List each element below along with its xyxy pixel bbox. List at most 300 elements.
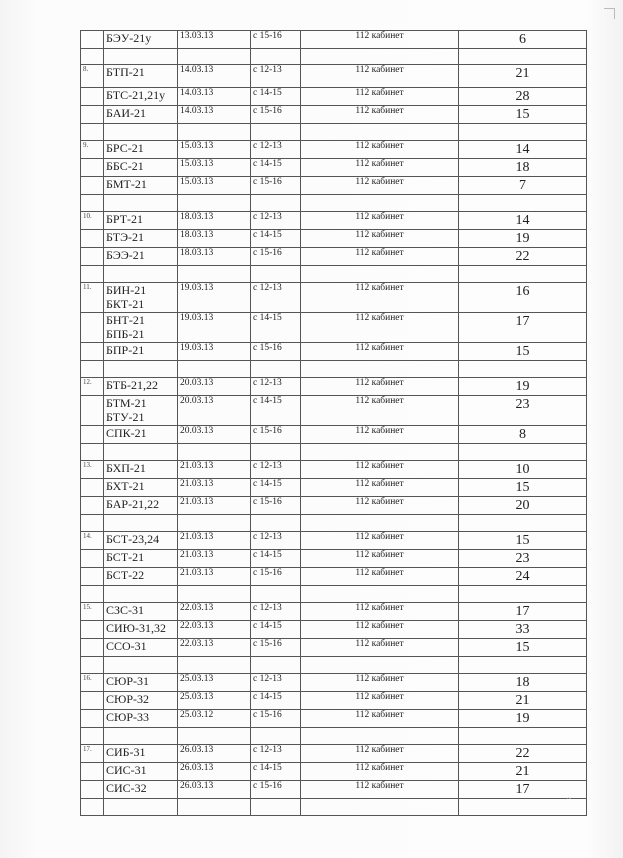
- table-row: [81, 479, 587, 497]
- exam-room: 112 кабинет: [301, 763, 459, 781]
- empty-cell: [178, 444, 251, 461]
- spacer-row: [81, 799, 587, 816]
- student-count: 18: [459, 159, 587, 177]
- student-count: 22: [459, 248, 587, 266]
- row-number: [81, 497, 104, 515]
- empty-cell: [104, 266, 178, 283]
- student-count: 21: [459, 763, 587, 781]
- student-count: 17: [459, 603, 587, 621]
- exam-date: 26.03.13: [178, 763, 251, 781]
- exam-room: 112 кабинет: [301, 532, 459, 550]
- empty-cell: [301, 657, 459, 674]
- table-row: [81, 674, 587, 692]
- exam-time: с 15-16: [251, 343, 301, 361]
- student-count: 15: [459, 343, 587, 361]
- empty-cell: [81, 124, 104, 141]
- empty-cell: [459, 266, 587, 283]
- empty-cell: [301, 361, 459, 378]
- group-line: БРТ-21: [106, 212, 144, 226]
- table-row: [81, 343, 587, 361]
- empty-cell: [459, 728, 587, 745]
- empty-cell: [81, 444, 104, 461]
- empty-cell: [251, 728, 301, 745]
- row-number: [81, 248, 104, 266]
- empty-cell: [301, 266, 459, 283]
- empty-cell: [459, 586, 587, 603]
- exam-time: с 15-16: [251, 426, 301, 444]
- exam-date: 18.03.13: [178, 248, 251, 266]
- empty-cell: [251, 515, 301, 532]
- exam-time: с 15-16: [251, 710, 301, 728]
- exam-date: 25.03.13: [178, 674, 251, 692]
- group-name: [104, 532, 178, 550]
- row-number: 12.: [81, 378, 104, 396]
- row-number: [81, 692, 104, 710]
- exam-time: с 12-13: [251, 65, 301, 88]
- row-number: [81, 781, 104, 799]
- exam-date: 20.03.13: [178, 396, 251, 426]
- empty-cell: [178, 799, 251, 816]
- group-line: СИЮ-31,32: [106, 621, 166, 635]
- exam-date: 22.03.13: [178, 621, 251, 639]
- group-line: СПК-21: [106, 426, 147, 440]
- empty-cell: [104, 515, 178, 532]
- table-row: [81, 88, 587, 106]
- empty-cell: [104, 586, 178, 603]
- empty-cell: [251, 361, 301, 378]
- exam-time: с 15-16: [251, 248, 301, 266]
- exam-time: с 12-13: [251, 378, 301, 396]
- exam-room: 112 кабинет: [301, 177, 459, 195]
- group-line: СЮР-33: [106, 710, 150, 724]
- table-row: [81, 31, 587, 49]
- student-count: 15: [459, 532, 587, 550]
- table-row: [81, 621, 587, 639]
- student-count: 21: [459, 65, 587, 88]
- exam-time: с 14-15: [251, 763, 301, 781]
- exam-time: с 14-15: [251, 550, 301, 568]
- exam-date: 21.03.13: [178, 568, 251, 586]
- student-count: 23: [459, 396, 587, 426]
- group-name: [104, 550, 178, 568]
- spacer-row: [81, 266, 587, 283]
- empty-cell: [459, 195, 587, 212]
- exam-room: 112 кабинет: [301, 159, 459, 177]
- row-number: [81, 31, 104, 49]
- empty-cell: [178, 361, 251, 378]
- group-name: [104, 396, 178, 426]
- empty-cell: [301, 195, 459, 212]
- empty-cell: [81, 49, 104, 65]
- exam-room: 112 кабинет: [301, 106, 459, 124]
- exam-time: с 14-15: [251, 159, 301, 177]
- empty-cell: [81, 266, 104, 283]
- group-name: [104, 763, 178, 781]
- exam-date: 20.03.13: [178, 426, 251, 444]
- group-line: ББС-21: [106, 159, 144, 173]
- table-row: [81, 532, 587, 550]
- spacer-row: [81, 586, 587, 603]
- group-name: [104, 639, 178, 657]
- group-line: СЗС-31: [106, 603, 145, 617]
- group-line: БРС-21: [106, 141, 144, 155]
- group-line: БТМ-21: [106, 396, 147, 410]
- group-line: БАИ-21: [106, 106, 147, 120]
- student-count: 17: [459, 313, 587, 343]
- group-line: БМТ-21: [106, 177, 147, 191]
- student-count: 19: [459, 710, 587, 728]
- group-line: БНТ-21: [106, 313, 145, 327]
- exam-date: 18.03.13: [178, 230, 251, 248]
- table-row: [81, 710, 587, 728]
- empty-cell: [178, 49, 251, 65]
- row-number: [81, 479, 104, 497]
- exam-date: 21.03.13: [178, 550, 251, 568]
- exam-room: 112 кабинет: [301, 674, 459, 692]
- group-name: [104, 141, 178, 159]
- group-line: СИС-31: [106, 763, 147, 777]
- empty-cell: [178, 195, 251, 212]
- group-name: [104, 568, 178, 586]
- table-row: [81, 159, 587, 177]
- group-name: [104, 88, 178, 106]
- empty-cell: [459, 515, 587, 532]
- row-number: [81, 396, 104, 426]
- student-count: 6: [459, 31, 587, 49]
- table-row: [81, 639, 587, 657]
- student-count: 23: [459, 550, 587, 568]
- exam-date: 25.03.13: [178, 692, 251, 710]
- exam-time: с 14-15: [251, 692, 301, 710]
- exam-date: 15.03.13: [178, 159, 251, 177]
- exam-time: с 14-15: [251, 396, 301, 426]
- exam-room: 112 кабинет: [301, 461, 459, 479]
- group-name: [104, 159, 178, 177]
- empty-cell: [251, 49, 301, 65]
- exam-date: 18.03.13: [178, 212, 251, 230]
- exam-room: 112 кабинет: [301, 568, 459, 586]
- exam-time: с 12-13: [251, 212, 301, 230]
- row-number: [81, 763, 104, 781]
- row-number: 11.: [81, 283, 104, 313]
- student-count: 14: [459, 141, 587, 159]
- empty-cell: [251, 195, 301, 212]
- group-name: [104, 230, 178, 248]
- exam-time: с 14-15: [251, 621, 301, 639]
- exam-date: 14.03.13: [178, 106, 251, 124]
- empty-cell: [459, 444, 587, 461]
- empty-cell: [459, 124, 587, 141]
- group-line: БТБ-21,22: [106, 378, 158, 392]
- empty-cell: [178, 728, 251, 745]
- group-line: БСТ-21: [106, 550, 145, 564]
- exam-room: 112 кабинет: [301, 88, 459, 106]
- row-number: [81, 177, 104, 195]
- table-row: [81, 745, 587, 763]
- exam-date: 19.03.13: [178, 283, 251, 313]
- table-row: [81, 212, 587, 230]
- exam-room: 112 кабинет: [301, 710, 459, 728]
- empty-cell: [178, 515, 251, 532]
- empty-cell: [301, 515, 459, 532]
- exam-date: 21.03.13: [178, 532, 251, 550]
- spacer-row: [81, 444, 587, 461]
- student-count: 19: [459, 230, 587, 248]
- student-count: 17: [459, 781, 587, 799]
- table-row: [81, 568, 587, 586]
- row-number: [81, 106, 104, 124]
- exam-room: 112 кабинет: [301, 603, 459, 621]
- exam-time: с 15-16: [251, 31, 301, 49]
- group-line: СЮР-32: [106, 692, 150, 706]
- student-count: 15: [459, 106, 587, 124]
- empty-cell: [104, 195, 178, 212]
- exam-room: 112 кабинет: [301, 313, 459, 343]
- exam-time: с 14-15: [251, 88, 301, 106]
- exam-room: 112 кабинет: [301, 426, 459, 444]
- spacer-row: [81, 124, 587, 141]
- exam-room: 112 кабинет: [301, 621, 459, 639]
- group-line: БХП-21: [106, 461, 146, 475]
- student-count: 14: [459, 212, 587, 230]
- exam-time: с 15-16: [251, 177, 301, 195]
- group-name: [104, 378, 178, 396]
- exam-date: 13.03.13: [178, 31, 251, 49]
- exam-date: 19.03.13: [178, 313, 251, 343]
- exam-date: 20.03.13: [178, 378, 251, 396]
- student-count: 10: [459, 461, 587, 479]
- row-number: [81, 159, 104, 177]
- table-row: [81, 248, 587, 266]
- student-count: 8: [459, 426, 587, 444]
- empty-cell: [178, 657, 251, 674]
- row-number: 17.: [81, 745, 104, 763]
- row-number: 9.: [81, 141, 104, 159]
- group-name: [104, 497, 178, 515]
- group-name: [104, 177, 178, 195]
- exam-room: 112 кабинет: [301, 248, 459, 266]
- student-count: 28: [459, 88, 587, 106]
- group-line: БПБ-21: [106, 327, 145, 341]
- row-number: 14.: [81, 532, 104, 550]
- table-row: [81, 177, 587, 195]
- table-row: [81, 378, 587, 396]
- exam-room: 112 кабинет: [301, 343, 459, 361]
- exam-room: 112 кабинет: [301, 692, 459, 710]
- exam-time: с 12-13: [251, 461, 301, 479]
- exam-room: 112 кабинет: [301, 31, 459, 49]
- table-row: [81, 692, 587, 710]
- empty-cell: [178, 586, 251, 603]
- exam-date: 19.03.13: [178, 343, 251, 361]
- group-name: [104, 212, 178, 230]
- exam-time: с 12-13: [251, 603, 301, 621]
- row-number: [81, 426, 104, 444]
- exam-time: с 12-13: [251, 283, 301, 313]
- spacer-row: [81, 515, 587, 532]
- exam-date: 26.03.13: [178, 745, 251, 763]
- schedule-table: [80, 30, 587, 816]
- exam-room: 112 кабинет: [301, 639, 459, 657]
- empty-cell: [301, 728, 459, 745]
- exam-room: 112 кабинет: [301, 781, 459, 799]
- table-row: [81, 461, 587, 479]
- exam-date: 22.03.13: [178, 603, 251, 621]
- group-line: ССО-31: [106, 639, 147, 653]
- page-corner-mark: [604, 8, 615, 19]
- group-line: БПР-21: [106, 343, 145, 357]
- exam-room: 112 кабинет: [301, 65, 459, 88]
- exam-time: с 15-16: [251, 497, 301, 515]
- student-count: 19: [459, 378, 587, 396]
- table-row: [81, 283, 587, 313]
- empty-cell: [104, 361, 178, 378]
- empty-cell: [104, 124, 178, 141]
- student-count: 24: [459, 568, 587, 586]
- empty-cell: [459, 361, 587, 378]
- group-line: БТУ-21: [106, 410, 145, 424]
- student-count: 20: [459, 497, 587, 515]
- group-name: [104, 283, 178, 313]
- empty-cell: [178, 266, 251, 283]
- student-count: 33: [459, 621, 587, 639]
- group-name: [104, 692, 178, 710]
- student-count: 18: [459, 674, 587, 692]
- table-row: [81, 781, 587, 799]
- empty-cell: [81, 728, 104, 745]
- group-line: БКТ-21: [106, 297, 145, 311]
- table-row: [81, 230, 587, 248]
- exam-date: 14.03.13: [178, 88, 251, 106]
- group-line: БЭЭ-21: [106, 248, 145, 262]
- row-number: [81, 639, 104, 657]
- student-count: 7: [459, 177, 587, 195]
- group-name: [104, 106, 178, 124]
- empty-cell: [251, 124, 301, 141]
- exam-room: 112 кабинет: [301, 212, 459, 230]
- group-line: БИН-21: [106, 283, 147, 297]
- exam-time: с 15-16: [251, 639, 301, 657]
- exam-room: 112 кабинет: [301, 396, 459, 426]
- empty-cell: [104, 799, 178, 816]
- spacer-row: [81, 49, 587, 65]
- exam-room: 112 кабинет: [301, 378, 459, 396]
- group-name: [104, 674, 178, 692]
- empty-cell: [81, 799, 104, 816]
- table-row: [81, 603, 587, 621]
- spacer-row: [81, 657, 587, 674]
- empty-cell: [459, 49, 587, 65]
- row-number: 8.: [81, 65, 104, 88]
- empty-cell: [104, 728, 178, 745]
- student-count: 15: [459, 639, 587, 657]
- exam-time: с 15-16: [251, 106, 301, 124]
- exam-room: 112 кабинет: [301, 141, 459, 159]
- empty-cell: [301, 799, 459, 816]
- row-number: 10.: [81, 212, 104, 230]
- exam-date: 22.03.13: [178, 639, 251, 657]
- exam-date: 21.03.13: [178, 479, 251, 497]
- table-row: [81, 426, 587, 444]
- group-name: [104, 621, 178, 639]
- group-line: СИБ-31: [106, 745, 146, 759]
- empty-cell: [301, 124, 459, 141]
- empty-cell: [251, 444, 301, 461]
- exam-date: 21.03.13: [178, 461, 251, 479]
- row-number: [81, 710, 104, 728]
- empty-cell: [301, 49, 459, 65]
- row-number: [81, 230, 104, 248]
- student-count: 21: [459, 692, 587, 710]
- group-line: СЮР-31: [106, 674, 150, 688]
- schedule-body: [81, 31, 587, 816]
- empty-cell: [81, 515, 104, 532]
- row-number: 15.: [81, 603, 104, 621]
- row-number: [81, 313, 104, 343]
- group-line: БАР-21,22: [106, 497, 160, 511]
- group-line: БТЭ-21: [106, 230, 144, 244]
- exam-date: 15.03.13: [178, 177, 251, 195]
- row-number: [81, 88, 104, 106]
- empty-cell: [81, 657, 104, 674]
- empty-cell: [104, 657, 178, 674]
- exam-time: с 12-13: [251, 532, 301, 550]
- empty-cell: [104, 444, 178, 461]
- group-name: [104, 479, 178, 497]
- row-number: [81, 568, 104, 586]
- exam-room: 112 кабинет: [301, 479, 459, 497]
- table-row: [81, 763, 587, 781]
- table-row: [81, 497, 587, 515]
- exam-time: с 15-16: [251, 781, 301, 799]
- empty-cell: [459, 657, 587, 674]
- student-count: 15: [459, 479, 587, 497]
- group-name: [104, 343, 178, 361]
- exam-time: с 12-13: [251, 674, 301, 692]
- spacer-row: [81, 195, 587, 212]
- table-row: [81, 313, 587, 343]
- row-number: [81, 343, 104, 361]
- exam-time: с 12-13: [251, 745, 301, 763]
- spacer-row: [81, 728, 587, 745]
- empty-cell: [251, 266, 301, 283]
- group-name: [104, 31, 178, 49]
- row-number: [81, 550, 104, 568]
- exam-date: 26.03.13: [178, 781, 251, 799]
- group-line: БТП-21: [106, 65, 145, 79]
- exam-room: 112 кабинет: [301, 745, 459, 763]
- student-count: 22: [459, 745, 587, 763]
- empty-cell: [81, 195, 104, 212]
- group-name: [104, 248, 178, 266]
- group-name: [104, 745, 178, 763]
- group-name: [104, 461, 178, 479]
- exam-date: 14.03.13: [178, 65, 251, 88]
- row-number: 16.: [81, 674, 104, 692]
- table-row: [81, 396, 587, 426]
- empty-cell: [251, 799, 301, 816]
- group-line: БСТ-22: [106, 568, 145, 582]
- exam-date: 25.03.12: [178, 710, 251, 728]
- exam-date: 15.03.13: [178, 141, 251, 159]
- exam-time: с 14-15: [251, 313, 301, 343]
- table-row: [81, 65, 587, 88]
- spacer-row: [81, 361, 587, 378]
- exam-room: 112 кабинет: [301, 230, 459, 248]
- empty-cell: [104, 49, 178, 65]
- group-name: [104, 313, 178, 343]
- exam-time: с 14-15: [251, 479, 301, 497]
